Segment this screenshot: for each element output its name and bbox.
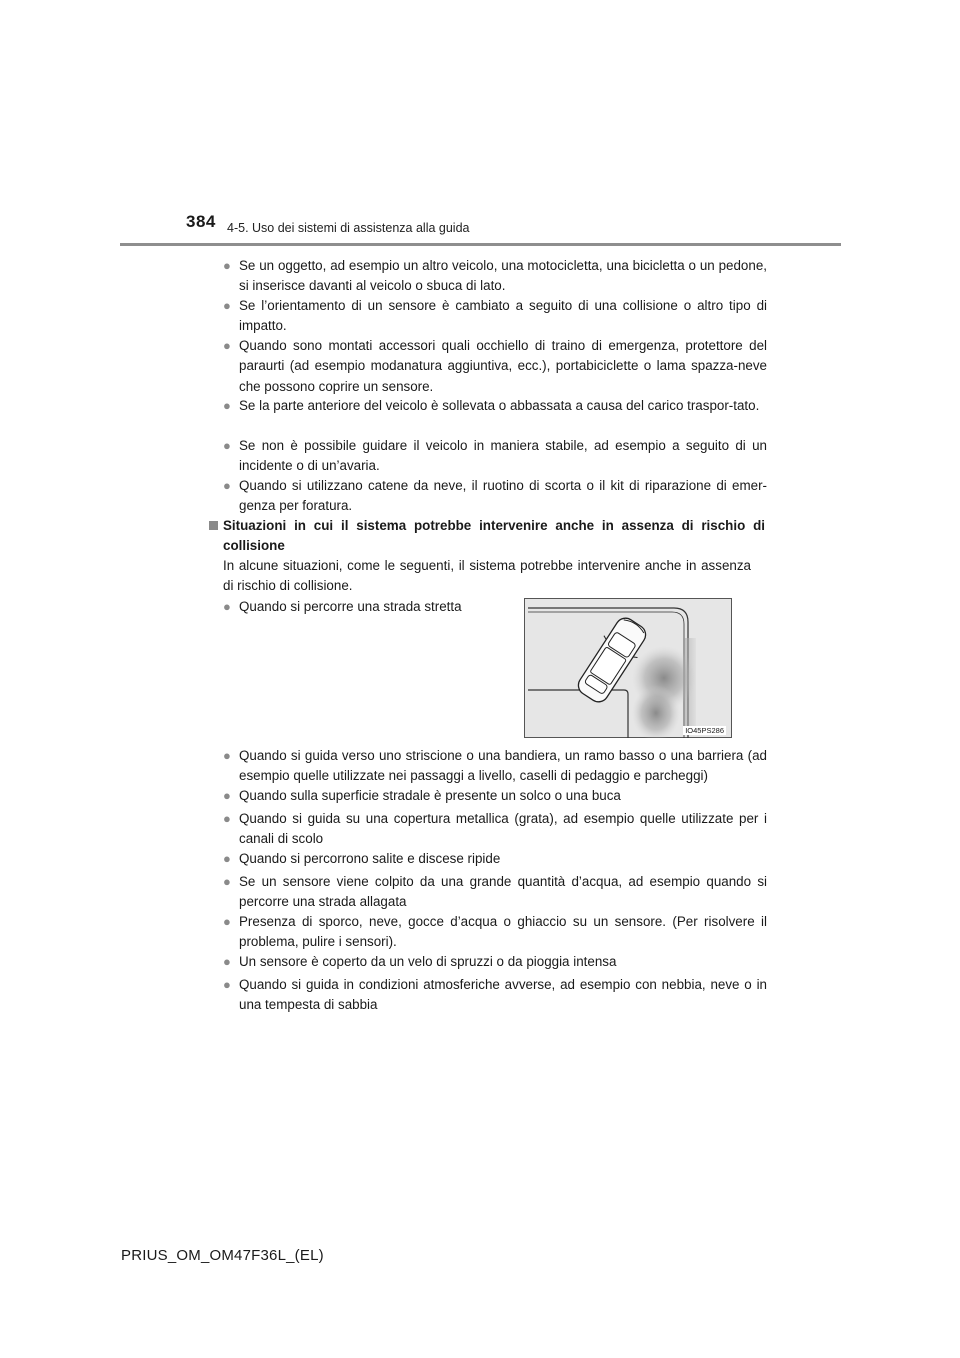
list-item: ● Se un oggetto, ad esempio un altro veicolo, una motocicletta, una bicicletta o un pedone, si inserisce davanti al veicolo o sbuca di lato. — [223, 256, 767, 297]
list-item: ● Quando si percorrono salite e discese ripide — [223, 849, 767, 869]
figure-code: IO45PS286 — [685, 726, 724, 735]
document-code: PRIUS_OM_OM47F36L_(EL) — [121, 1247, 324, 1264]
header-divider — [120, 243, 841, 246]
narrow-road-figure — [524, 598, 732, 738]
list-item: ● Se l’orientamento di un sensore è cambiato a seguito di una collisione o altro tipo di impatto. — [223, 296, 767, 337]
list-item: ● Presenza di sporco, neve, gocce d’acqua o ghiaccio su un sensore. (Per risolvere il problema, pulire i sensori). — [223, 912, 767, 953]
list-item: ● Se la parte anteriore del veicolo è sollevata o abbassata a causa del carico traspor-tato. — [223, 396, 767, 416]
list-item: ● Un sensore è coperto da un velo di spruzzi o da pioggia intensa — [223, 952, 767, 972]
list-item: ● Quando si utilizzano catene da neve, il ruotino di scorta o il kit di riparazione di emer-genza per foratura. — [223, 476, 767, 517]
section-heading: Situazioni in cui il sistema potrebbe intervenire anche in assenza di rischio di collisione — [209, 516, 765, 557]
page-number: 384 — [186, 212, 216, 231]
list-item: ● Se non è possibile guidare il veicolo in maniera stabile, ad esempio a seguito di un incidente o di un’avaria. — [223, 436, 767, 477]
list-item: ● Quando si guida in condizioni atmosferiche avverse, ad esempio con nebbia, neve o in una tempesta di sabbia — [223, 975, 767, 1016]
list-item: ● Quando si guida verso uno striscione o una bandiera, un ramo basso o una barriera (ad esempio quelle utilizzate nei passaggi a livello, caselli di pedaggio e parcheggi) — [223, 746, 767, 787]
list-item: ● Quando sono montati accessori quali occhiello di traino di emergenza, protettore del paraurti (ad esempio modanatura aggiuntiva, ecc.), portabiciclette o lama spazza-neve che possono coprire un sensore. — [223, 336, 767, 397]
list-item: ● Quando si guida su una copertura metallica (grata), ad esempio quelle utilizzate per i canali di scolo — [223, 809, 767, 850]
car-narrow-road-illustration — [524, 598, 732, 738]
list-item: ● Se un sensore viene colpito da una grande quantità d’acqua, ad esempio quando si percorre una strada allagata — [223, 872, 767, 913]
section-intro: In alcune situazioni, come le seguenti, il sistema potrebbe intervenire anche in assenza di rischio di collisione. — [223, 558, 751, 594]
list-item: ● Quando sulla superficie stradale è presente un solco o una buca — [223, 786, 767, 806]
section-title: 4-5. Uso dei sistemi di assistenza alla guida — [227, 221, 470, 235]
list-item: ● Quando si percorre una strada stretta — [223, 597, 499, 617]
